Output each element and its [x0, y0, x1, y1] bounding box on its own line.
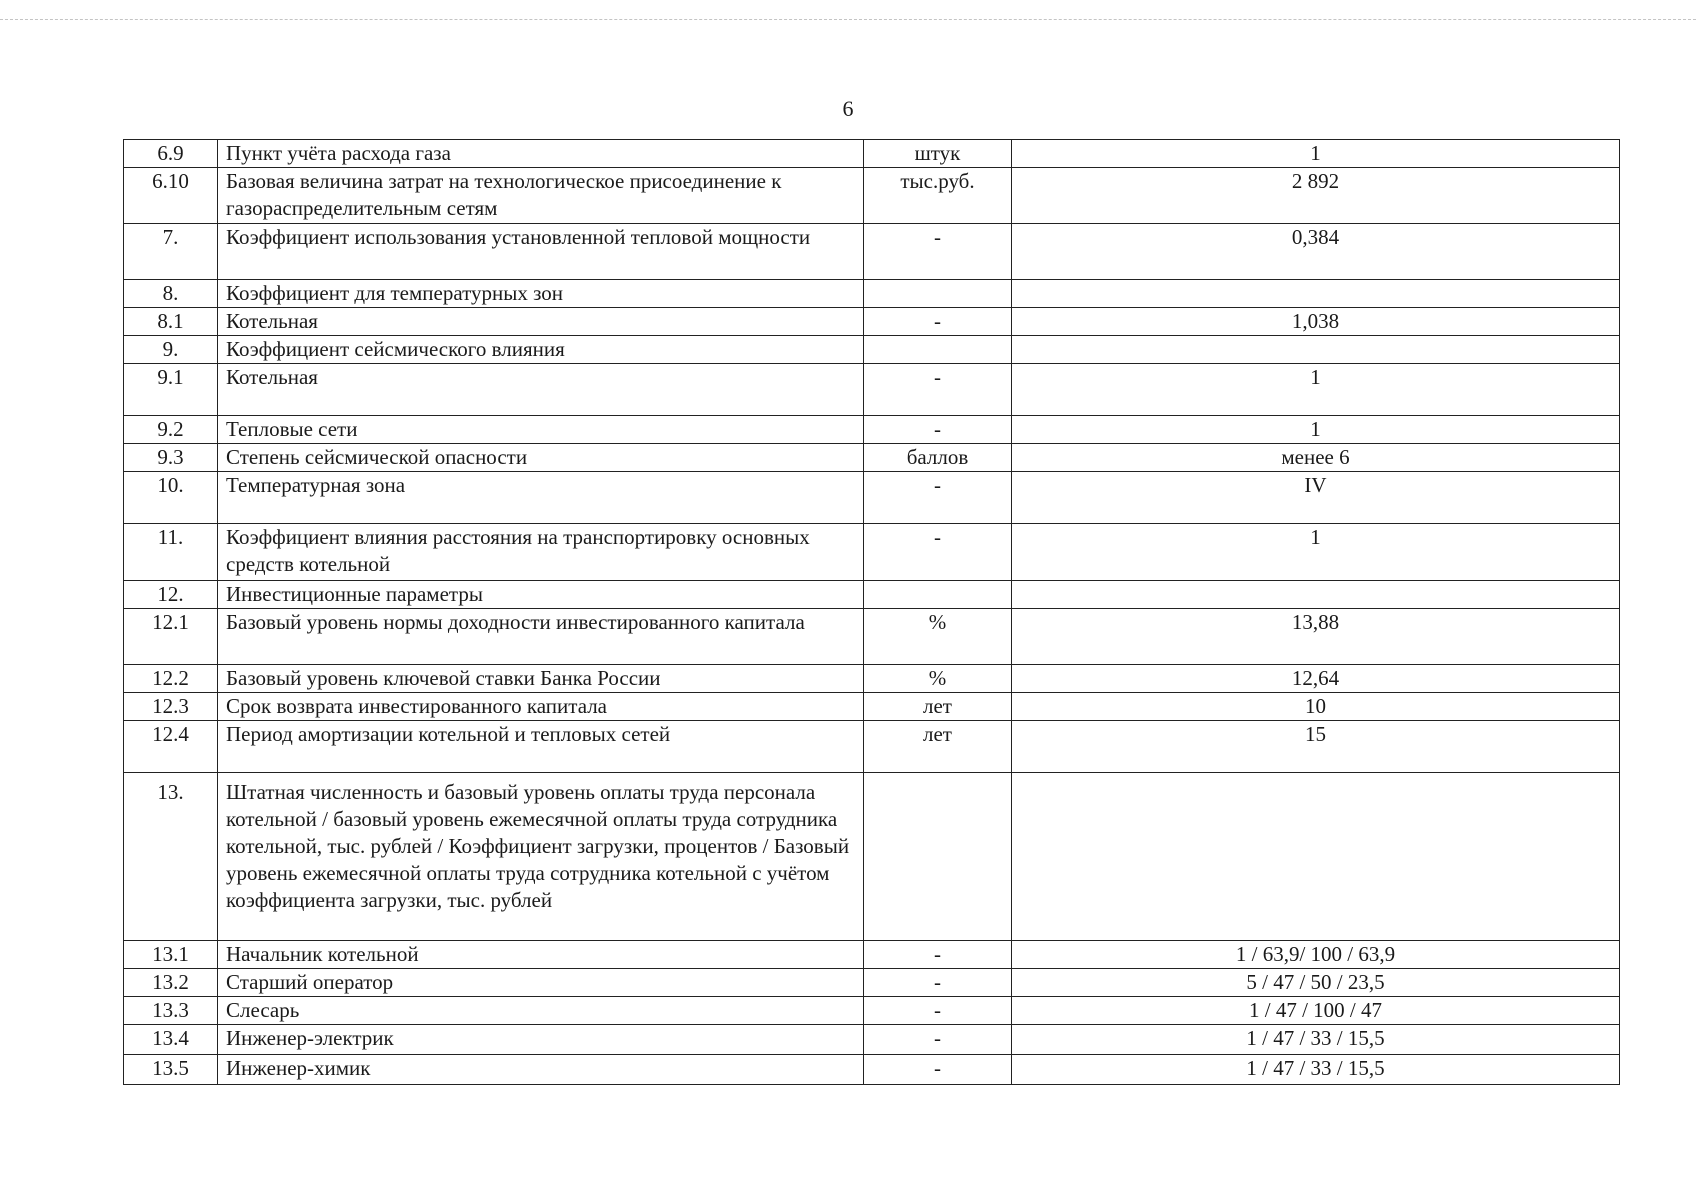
row-unit: штук	[864, 140, 1012, 168]
row-unit: -	[864, 524, 1012, 581]
row-unit: лет	[864, 721, 1012, 773]
row-number: 13.	[124, 773, 218, 941]
table-row	[124, 1055, 1620, 1085]
row-value	[1012, 280, 1620, 308]
table-row	[124, 997, 1620, 1025]
row-name: Базовая величина затрат на технологическое присоединение к газораспределительным сетям	[218, 168, 864, 224]
row-name: Базовый уровень ключевой ставки Банка России	[218, 665, 864, 693]
row-name: Коэффициент влияния расстояния на транспортировку основных средств котельной	[218, 524, 864, 581]
row-number: 9.	[124, 336, 218, 364]
row-name: Инженер-электрик	[218, 1025, 864, 1055]
table-row	[124, 364, 1620, 416]
row-name: Слесарь	[218, 997, 864, 1025]
table-row	[124, 140, 1620, 168]
row-number: 12.3	[124, 693, 218, 721]
row-name: Пункт учёта расхода газа	[218, 140, 864, 168]
table-row	[124, 224, 1620, 280]
row-name: Старший оператор	[218, 969, 864, 997]
page-number: 6	[842, 96, 854, 121]
row-unit: -	[864, 224, 1012, 280]
row-name: Тепловые сети	[218, 416, 864, 444]
row-name: Коэффициент использования установленной тепловой мощности	[218, 224, 864, 280]
row-value: 1	[1012, 140, 1620, 168]
row-unit: -	[864, 472, 1012, 524]
table-row	[124, 1025, 1620, 1055]
row-value: менее 6	[1012, 444, 1620, 472]
row-value: 0,384	[1012, 224, 1620, 280]
row-name: Срок возврата инвестированного капитала	[218, 693, 864, 721]
row-number: 9.1	[124, 364, 218, 416]
row-value: 1 / 63,9/ 100 / 63,9	[1012, 941, 1620, 969]
row-value: 13,88	[1012, 609, 1620, 665]
row-number: 11.	[124, 524, 218, 581]
row-unit: -	[864, 969, 1012, 997]
row-value: 15	[1012, 721, 1620, 773]
row-name: Штатная численность и базовый уровень оплаты труда персонала котельной / базовый уровень ежемесячной оплаты труда сотрудника котельной, тыс. рублей / Коэффициент загрузки, процентов / Базовый уровень ежемесячной оплаты труда сотрудника котельной с учётом коэффициента загрузки, тыс. рублей	[218, 773, 864, 941]
row-name: Базовый уровень нормы доходности инвестированного капитала	[218, 609, 864, 665]
row-value: 1 / 47 / 100 / 47	[1012, 997, 1620, 1025]
table-row	[124, 969, 1620, 997]
row-value: 5 / 47 / 50 / 23,5	[1012, 969, 1620, 997]
row-name: Температурная зона	[218, 472, 864, 524]
parameters-table	[123, 139, 1620, 1085]
table-row	[124, 168, 1620, 224]
row-unit: -	[864, 941, 1012, 969]
row-number: 12.2	[124, 665, 218, 693]
row-unit: -	[864, 1025, 1012, 1055]
row-name: Степень сейсмической опасности	[218, 444, 864, 472]
row-name: Инвестиционные параметры	[218, 581, 864, 609]
row-unit: -	[864, 997, 1012, 1025]
row-unit: -	[864, 416, 1012, 444]
row-number: 13.2	[124, 969, 218, 997]
table-row	[124, 308, 1620, 336]
table-row	[124, 416, 1620, 444]
row-unit: лет	[864, 693, 1012, 721]
row-value: 1,038	[1012, 308, 1620, 336]
row-number: 13.5	[124, 1055, 218, 1085]
table-row	[124, 280, 1620, 308]
row-value	[1012, 581, 1620, 609]
table-row	[124, 665, 1620, 693]
row-value: 12,64	[1012, 665, 1620, 693]
row-name: Инженер-химик	[218, 1055, 864, 1085]
row-unit	[864, 773, 1012, 941]
row-number: 9.3	[124, 444, 218, 472]
row-value: IV	[1012, 472, 1620, 524]
row-name: Начальник котельной	[218, 941, 864, 969]
row-number: 6.10	[124, 168, 218, 224]
row-number: 6.9	[124, 140, 218, 168]
row-value	[1012, 336, 1620, 364]
row-value: 1 / 47 / 33 / 15,5	[1012, 1025, 1620, 1055]
row-unit	[864, 581, 1012, 609]
row-number: 12.4	[124, 721, 218, 773]
row-value: 1	[1012, 524, 1620, 581]
row-unit: -	[864, 364, 1012, 416]
table-row	[124, 336, 1620, 364]
row-number: 13.3	[124, 997, 218, 1025]
row-number: 12.1	[124, 609, 218, 665]
table-row	[124, 444, 1620, 472]
row-name: Период амортизации котельной и тепловых сетей	[218, 721, 864, 773]
row-value: 2 892	[1012, 168, 1620, 224]
row-unit	[864, 336, 1012, 364]
row-value: 1	[1012, 416, 1620, 444]
row-number: 13.4	[124, 1025, 218, 1055]
table-row	[124, 609, 1620, 665]
row-value: 10	[1012, 693, 1620, 721]
page-top-rule	[0, 19, 1696, 20]
table-row	[124, 524, 1620, 581]
row-value: 1	[1012, 364, 1620, 416]
row-number: 8.	[124, 280, 218, 308]
row-number: 7.	[124, 224, 218, 280]
row-name: Коэффициент сейсмического влияния	[218, 336, 864, 364]
row-name: Котельная	[218, 308, 864, 336]
row-unit: %	[864, 665, 1012, 693]
row-name: Котельная	[218, 364, 864, 416]
row-unit: тыс.руб.	[864, 168, 1012, 224]
table-row	[124, 721, 1620, 773]
row-unit: -	[864, 308, 1012, 336]
row-unit: баллов	[864, 444, 1012, 472]
table-row	[124, 773, 1620, 941]
table-row	[124, 581, 1620, 609]
row-number: 13.1	[124, 941, 218, 969]
row-value	[1012, 773, 1620, 941]
table-row	[124, 693, 1620, 721]
row-number: 10.	[124, 472, 218, 524]
row-name: Коэффициент для температурных зон	[218, 280, 864, 308]
row-number: 12.	[124, 581, 218, 609]
row-unit: %	[864, 609, 1012, 665]
row-number: 8.1	[124, 308, 218, 336]
table-row	[124, 941, 1620, 969]
row-unit	[864, 280, 1012, 308]
row-value: 1 / 47 / 33 / 15,5	[1012, 1055, 1620, 1085]
row-number: 9.2	[124, 416, 218, 444]
table-row	[124, 472, 1620, 524]
row-unit: -	[864, 1055, 1012, 1085]
